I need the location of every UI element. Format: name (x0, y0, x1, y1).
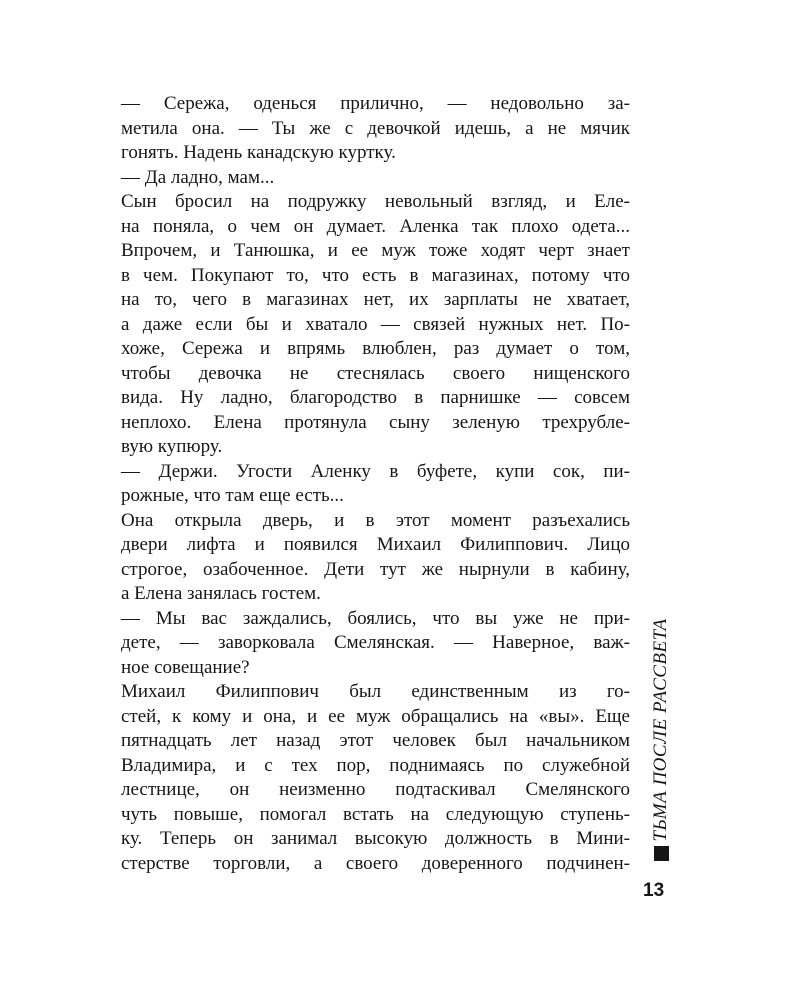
text-line: ку. Теперь он занимал высокую должность в Мини- (121, 828, 630, 849)
text-line: стей, к кому и она, и ее муж обращались на «вы». Еще (121, 705, 630, 727)
text-line: лестнице, он неизменно подтаскивал Смелянского (121, 779, 630, 800)
text-line: чтобы девочка не стеснялась своего нищенского (121, 362, 630, 384)
text-line: хоже, Сережа и впрямь влюблен, раз думает о том, (121, 338, 630, 359)
text-line: Михаил Филиппович был единственным из го- (121, 681, 630, 702)
text-line: а Елена занялась гостем. (121, 583, 321, 604)
text-line: на поняла, о чем он думает. Аленка так плохо одета... (121, 215, 630, 237)
text-line: чуть повыше, помогал встать на следующую ступень- (121, 803, 630, 825)
body-text (121, 92, 630, 876)
text-line: пятнадцать лет назад этот человек был начальником (121, 730, 630, 751)
text-line: гонять. Надень канадскую куртку. (121, 142, 396, 163)
text-line: строгое, озабоченное. Дети тут же нырнули в кабину, (121, 558, 630, 580)
text-line: двери лифта и появился Михаил Филиппович. Лицо (121, 534, 630, 555)
text-line: — Держи. Угости Аленку в буфете, купи сок, пи- (121, 460, 630, 482)
text-line: рожные, что там еще есть... (121, 485, 344, 506)
text-line: — Сережа, оденься прилично, — недовольно за- (121, 93, 630, 114)
text-line: Впрочем, и Танюшка, и ее муж тоже ходят черт знает (121, 240, 630, 261)
text-line: вую купюру. (121, 436, 223, 457)
text-line: метила она. — Ты же с девочкой идешь, а не мячик (121, 117, 630, 139)
text-line: Владимира, и с тех пор, поднимаясь по служебной (121, 754, 630, 776)
text-line: стерстве торговли, а своего доверенного подчинен- (121, 852, 630, 874)
text-line: дете, — заворковала Смелянская. — Наверное, важ- (121, 632, 630, 653)
text-line: ное совещание? (121, 656, 250, 678)
text-line: а даже если бы и хватало — связей нужных нет. По- (121, 313, 630, 335)
text-line: на то, чего в магазинах нет, их зарплаты не хватает, (121, 289, 630, 310)
text-line: Она открыла дверь, и в этот момент разъехались (121, 509, 630, 531)
text-line: вида. Ну ладно, благородство в парнишке — совсем (121, 387, 630, 408)
text-line: неплохо. Елена протянула сыну зеленую трехрубле- (121, 411, 630, 433)
text-line: — Да ладно, мам... (121, 166, 275, 188)
text-line: — Мы вас заждались, боялись, что вы уже не при- (121, 607, 630, 629)
text-line: Сын бросил на подружку невольный взгляд, и Еле- (121, 191, 630, 212)
text-line: в чем. Покупают то, что есть в магазинах, потому что (121, 264, 630, 286)
running-head: ТЬМА ПОСЛЕ РАССВЕТА (650, 618, 671, 842)
page-number: 13 (643, 880, 665, 901)
square-marker (654, 846, 669, 861)
